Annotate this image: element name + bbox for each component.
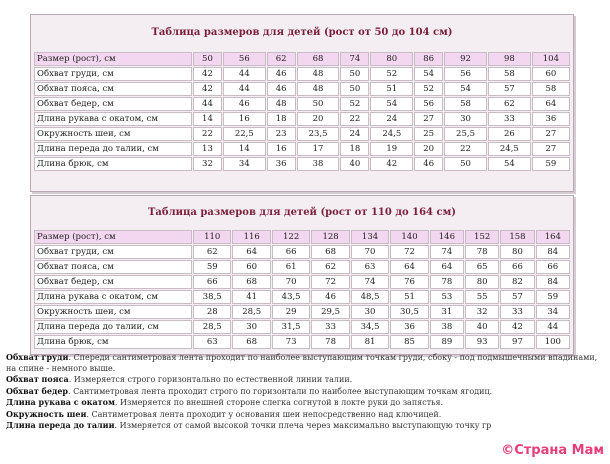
size-value-cell: 80 bbox=[465, 275, 499, 289]
definition-text: . Спереди сантиметровая лента проходит по наиболее выступающим точкам груди, сбоку - под подмышечными впадинами, на спине - немного выше. bbox=[6, 353, 598, 373]
size-value-cell: 116 bbox=[232, 230, 270, 244]
table-row bbox=[34, 82, 570, 96]
size-value-cell: 74 bbox=[351, 275, 389, 289]
table-header-row bbox=[34, 230, 570, 244]
table-row bbox=[34, 112, 570, 126]
table-row bbox=[34, 142, 570, 156]
size-value-cell: 27 bbox=[532, 127, 570, 141]
size-value-cell: 55 bbox=[465, 290, 499, 304]
definition-item bbox=[6, 397, 606, 409]
size-value-cell: 81 bbox=[351, 335, 389, 349]
size-value-cell: 50 bbox=[340, 67, 369, 81]
size-value-cell: 30 bbox=[351, 305, 389, 319]
size-value-cell: 56 bbox=[444, 67, 487, 81]
size-value-cell: 33 bbox=[500, 305, 534, 319]
size-value-cell: 50 bbox=[193, 52, 222, 66]
size-value-cell: 20 bbox=[297, 112, 340, 126]
table-header-row bbox=[34, 52, 570, 66]
size-value-cell: 53 bbox=[430, 290, 464, 304]
size-value-cell: 54 bbox=[488, 157, 531, 171]
size-value-cell: 46 bbox=[267, 82, 296, 96]
size-value-cell: 66 bbox=[536, 260, 570, 274]
size-value-cell: 43,5 bbox=[272, 290, 310, 304]
size-value-cell: 28,5 bbox=[232, 305, 270, 319]
size-value-cell: 110 bbox=[193, 230, 231, 244]
size-value-cell: 30 bbox=[232, 320, 270, 334]
size-value-cell: 59 bbox=[536, 290, 570, 304]
size-value-cell: 52 bbox=[370, 67, 413, 81]
size-value-cell: 44 bbox=[193, 97, 222, 111]
size-value-cell: 36 bbox=[267, 157, 296, 171]
definition-text: . Измеряется от самой высокой точки плеча через максимально выступающую точку гр bbox=[114, 421, 492, 430]
size-value-cell: 48 bbox=[297, 82, 340, 96]
size-value-cell: 30,5 bbox=[390, 305, 428, 319]
definition-text: . Сантиметровая лента проходит строго по горизонтали по наиболее выступающим точкам ягодиц. bbox=[68, 386, 493, 396]
size-value-cell: 74 bbox=[430, 245, 464, 259]
size-value-cell: 42 bbox=[370, 157, 413, 171]
size-value-cell: 16 bbox=[223, 112, 266, 126]
size-value-cell: 56 bbox=[223, 52, 266, 66]
size-value-cell: 22 bbox=[340, 112, 369, 126]
size-value-cell: 56 bbox=[414, 97, 443, 111]
size-value-cell: 86 bbox=[414, 52, 443, 66]
row-label-cell: Обхват бедер, см bbox=[34, 97, 192, 111]
size-table-2 bbox=[33, 229, 571, 350]
size-value-cell: 31 bbox=[430, 305, 464, 319]
size-value-cell: 70 bbox=[272, 275, 310, 289]
size-value-cell: 122 bbox=[272, 230, 310, 244]
row-label-cell: Обхват бедер, см bbox=[34, 275, 192, 289]
size-value-cell: 24,5 bbox=[488, 142, 531, 156]
size-value-cell: 92 bbox=[444, 52, 487, 66]
size-value-cell: 32 bbox=[193, 157, 222, 171]
definition-term: Длина переда до талии bbox=[6, 420, 115, 430]
size-value-cell: 140 bbox=[390, 230, 428, 244]
size-value-cell: 134 bbox=[351, 230, 389, 244]
size-value-cell: 33 bbox=[488, 112, 531, 126]
table-row bbox=[34, 290, 570, 304]
size-value-cell: 38 bbox=[430, 320, 464, 334]
size-value-cell: 38 bbox=[297, 157, 340, 171]
size-value-cell: 66 bbox=[193, 275, 231, 289]
size-value-cell: 14 bbox=[193, 112, 222, 126]
size-value-cell: 42 bbox=[193, 67, 222, 81]
size-value-cell: 46 bbox=[414, 157, 443, 171]
size-value-cell: 18 bbox=[267, 112, 296, 126]
size-value-cell: 52 bbox=[414, 82, 443, 96]
size-value-cell: 23 bbox=[267, 127, 296, 141]
size-value-cell: 70 bbox=[351, 245, 389, 259]
size-table-2-panel bbox=[30, 195, 574, 355]
size-value-cell: 24 bbox=[340, 127, 369, 141]
size-value-cell: 51 bbox=[390, 290, 428, 304]
size-value-cell: 46 bbox=[311, 290, 349, 304]
table-row bbox=[34, 245, 570, 259]
row-label-cell: Размер (рост), см bbox=[34, 230, 192, 244]
size-value-cell: 25 bbox=[414, 127, 443, 141]
size-value-cell: 62 bbox=[311, 260, 349, 274]
size-value-cell: 16 bbox=[267, 142, 296, 156]
size-value-cell: 68 bbox=[297, 52, 340, 66]
size-value-cell: 36 bbox=[390, 320, 428, 334]
table-row bbox=[34, 67, 570, 81]
size-value-cell: 146 bbox=[430, 230, 464, 244]
size-value-cell: 68 bbox=[232, 275, 270, 289]
size-value-cell: 20 bbox=[414, 142, 443, 156]
row-label-cell: Окружность шеи, см bbox=[34, 305, 192, 319]
size-value-cell: 104 bbox=[532, 52, 570, 66]
size-value-cell: 44 bbox=[536, 320, 570, 334]
size-value-cell: 98 bbox=[488, 52, 531, 66]
size-value-cell: 32 bbox=[465, 305, 499, 319]
size-value-cell: 152 bbox=[465, 230, 499, 244]
size-value-cell: 60 bbox=[532, 67, 570, 81]
size-table-2-title: Таблица размеров для детей (рост от 110 до 164 см) bbox=[147, 207, 456, 218]
size-value-cell: 78 bbox=[311, 335, 349, 349]
size-value-cell: 80 bbox=[370, 52, 413, 66]
size-value-cell: 58 bbox=[488, 67, 531, 81]
size-value-cell: 63 bbox=[193, 335, 231, 349]
table-row bbox=[34, 305, 570, 319]
table-row bbox=[34, 157, 570, 171]
definition-term: Окружность шеи bbox=[6, 408, 87, 419]
size-value-cell: 76 bbox=[390, 275, 428, 289]
size-value-cell: 48 bbox=[297, 67, 340, 81]
row-label-cell: Длина рукава с окатом, см bbox=[34, 112, 192, 126]
size-value-cell: 78 bbox=[465, 245, 499, 259]
row-label-cell: Обхват пояса, см bbox=[34, 260, 192, 274]
size-value-cell: 28 bbox=[193, 305, 231, 319]
size-value-cell: 50 bbox=[444, 157, 487, 171]
size-value-cell: 68 bbox=[232, 335, 270, 349]
definition-term: Обхват пояса bbox=[6, 374, 69, 384]
size-value-cell: 89 bbox=[430, 335, 464, 349]
size-value-cell: 64 bbox=[532, 97, 570, 111]
row-label-cell: Длина рукава с окатом, см bbox=[34, 290, 192, 304]
size-value-cell: 46 bbox=[267, 67, 296, 81]
size-value-cell: 158 bbox=[500, 230, 534, 244]
size-value-cell: 19 bbox=[370, 142, 413, 156]
table-row bbox=[34, 260, 570, 274]
size-value-cell: 26 bbox=[488, 127, 531, 141]
size-value-cell: 50 bbox=[297, 97, 340, 111]
size-value-cell: 44 bbox=[223, 67, 266, 81]
size-value-cell: 72 bbox=[311, 275, 349, 289]
row-label-cell: Размер (рост), см bbox=[34, 52, 192, 66]
size-value-cell: 42 bbox=[500, 320, 534, 334]
size-value-cell: 13 bbox=[193, 142, 222, 156]
row-label-cell: Длина переда до талии, см bbox=[34, 142, 192, 156]
size-value-cell: 78 bbox=[430, 275, 464, 289]
size-value-cell: 66 bbox=[272, 245, 310, 259]
definition-text: . Сантиметровая лента проходит у основания шеи непосредственно над ключицей. bbox=[86, 409, 442, 419]
row-label-cell: Длина брюк, см bbox=[34, 157, 192, 171]
size-value-cell: 42 bbox=[193, 82, 222, 96]
size-value-cell: 64 bbox=[430, 260, 464, 274]
size-value-cell: 54 bbox=[444, 82, 487, 96]
definition-item bbox=[6, 352, 606, 374]
size-value-cell: 57 bbox=[500, 290, 534, 304]
size-value-cell: 85 bbox=[390, 335, 428, 349]
size-value-cell: 128 bbox=[311, 230, 349, 244]
size-value-cell: 52 bbox=[340, 97, 369, 111]
size-table-1 bbox=[33, 51, 571, 172]
size-value-cell: 54 bbox=[370, 97, 413, 111]
row-label-cell: Длина переда до талии, см bbox=[34, 320, 192, 334]
size-value-cell: 24,5 bbox=[370, 127, 413, 141]
size-value-cell: 22 bbox=[193, 127, 222, 141]
table-row bbox=[34, 320, 570, 334]
size-value-cell: 29 bbox=[272, 305, 310, 319]
size-value-cell: 44 bbox=[223, 82, 266, 96]
definition-item bbox=[6, 420, 606, 432]
size-value-cell: 24 bbox=[370, 112, 413, 126]
size-value-cell: 29,5 bbox=[311, 305, 349, 319]
size-value-cell: 33 bbox=[311, 320, 349, 334]
definition-term: Обхват груди bbox=[6, 352, 69, 362]
size-value-cell: 68 bbox=[311, 245, 349, 259]
table-row bbox=[34, 127, 570, 141]
size-value-cell: 66 bbox=[500, 260, 534, 274]
definition-item bbox=[6, 409, 606, 421]
size-value-cell: 62 bbox=[193, 245, 231, 259]
size-value-cell: 93 bbox=[465, 335, 499, 349]
row-label-cell: Обхват пояса, см bbox=[34, 82, 192, 96]
size-value-cell: 46 bbox=[223, 97, 266, 111]
size-value-cell: 40 bbox=[340, 157, 369, 171]
definition-term: Обхват бедер bbox=[6, 385, 68, 396]
size-value-cell: 28,5 bbox=[193, 320, 231, 334]
size-value-cell: 40 bbox=[465, 320, 499, 334]
site-watermark-logo: ©Страна Мам bbox=[501, 443, 604, 458]
size-value-cell: 164 bbox=[536, 230, 570, 244]
size-value-cell: 72 bbox=[390, 245, 428, 259]
size-value-cell: 38,5 bbox=[193, 290, 231, 304]
size-value-cell: 58 bbox=[532, 82, 570, 96]
size-value-cell: 27 bbox=[414, 112, 443, 126]
row-label-cell: Окружность шеи, см bbox=[34, 127, 192, 141]
size-value-cell: 48,5 bbox=[351, 290, 389, 304]
definition-text: . Измеряется строго горизонтально по естественной линии талии. bbox=[68, 375, 353, 384]
size-value-cell: 34 bbox=[223, 157, 266, 171]
size-value-cell: 60 bbox=[232, 260, 270, 274]
size-value-cell: 80 bbox=[500, 245, 534, 259]
size-value-cell: 62 bbox=[488, 97, 531, 111]
size-value-cell: 57 bbox=[488, 82, 531, 96]
size-value-cell: 25,5 bbox=[444, 127, 487, 141]
size-value-cell: 65 bbox=[465, 260, 499, 274]
size-value-cell: 84 bbox=[536, 245, 570, 259]
measurement-definitions bbox=[6, 352, 606, 432]
size-value-cell: 18 bbox=[340, 142, 369, 156]
definition-text: . Измеряется по внешней стороне слегка согнутой в локте руки до запястья. bbox=[114, 398, 444, 407]
size-value-cell: 54 bbox=[414, 67, 443, 81]
size-value-cell: 64 bbox=[390, 260, 428, 274]
size-value-cell: 31,5 bbox=[272, 320, 310, 334]
size-value-cell: 58 bbox=[444, 97, 487, 111]
size-value-cell: 59 bbox=[193, 260, 231, 274]
table-row bbox=[34, 97, 570, 111]
row-label-cell: Обхват груди, см bbox=[34, 67, 192, 81]
size-value-cell: 63 bbox=[351, 260, 389, 274]
row-label-cell: Обхват груди, см bbox=[34, 245, 192, 259]
definition-term: Длина рукава с окатом bbox=[6, 397, 115, 407]
size-value-cell: 61 bbox=[272, 260, 310, 274]
size-value-cell: 17 bbox=[297, 142, 340, 156]
size-table-1-title: Таблица размеров для детей (рост от 50 до 104 см) bbox=[151, 27, 453, 38]
size-value-cell: 34,5 bbox=[351, 320, 389, 334]
size-table-1-panel bbox=[30, 14, 574, 192]
size-value-cell: 73 bbox=[272, 335, 310, 349]
size-value-cell: 82 bbox=[500, 275, 534, 289]
size-value-cell: 50 bbox=[340, 82, 369, 96]
size-value-cell: 74 bbox=[340, 52, 369, 66]
table-row bbox=[34, 335, 570, 349]
size-value-cell: 62 bbox=[267, 52, 296, 66]
size-value-cell: 84 bbox=[536, 275, 570, 289]
size-value-cell: 48 bbox=[267, 97, 296, 111]
size-value-cell: 59 bbox=[532, 157, 570, 171]
size-value-cell: 22 bbox=[444, 142, 487, 156]
size-value-cell: 23,5 bbox=[297, 127, 340, 141]
size-value-cell: 64 bbox=[232, 245, 270, 259]
size-value-cell: 30 bbox=[444, 112, 487, 126]
size-value-cell: 41 bbox=[232, 290, 270, 304]
size-value-cell: 36 bbox=[532, 112, 570, 126]
size-value-cell: 100 bbox=[536, 335, 570, 349]
size-value-cell: 14 bbox=[223, 142, 266, 156]
size-value-cell: 27 bbox=[532, 142, 570, 156]
size-value-cell: 51 bbox=[370, 82, 413, 96]
size-value-cell: 22,5 bbox=[223, 127, 266, 141]
size-value-cell: 97 bbox=[500, 335, 534, 349]
size-value-cell: 34 bbox=[536, 305, 570, 319]
definition-item bbox=[6, 374, 606, 386]
definition-item bbox=[6, 386, 606, 398]
table-row bbox=[34, 275, 570, 289]
row-label-cell: Длина брюк, см bbox=[34, 335, 192, 349]
